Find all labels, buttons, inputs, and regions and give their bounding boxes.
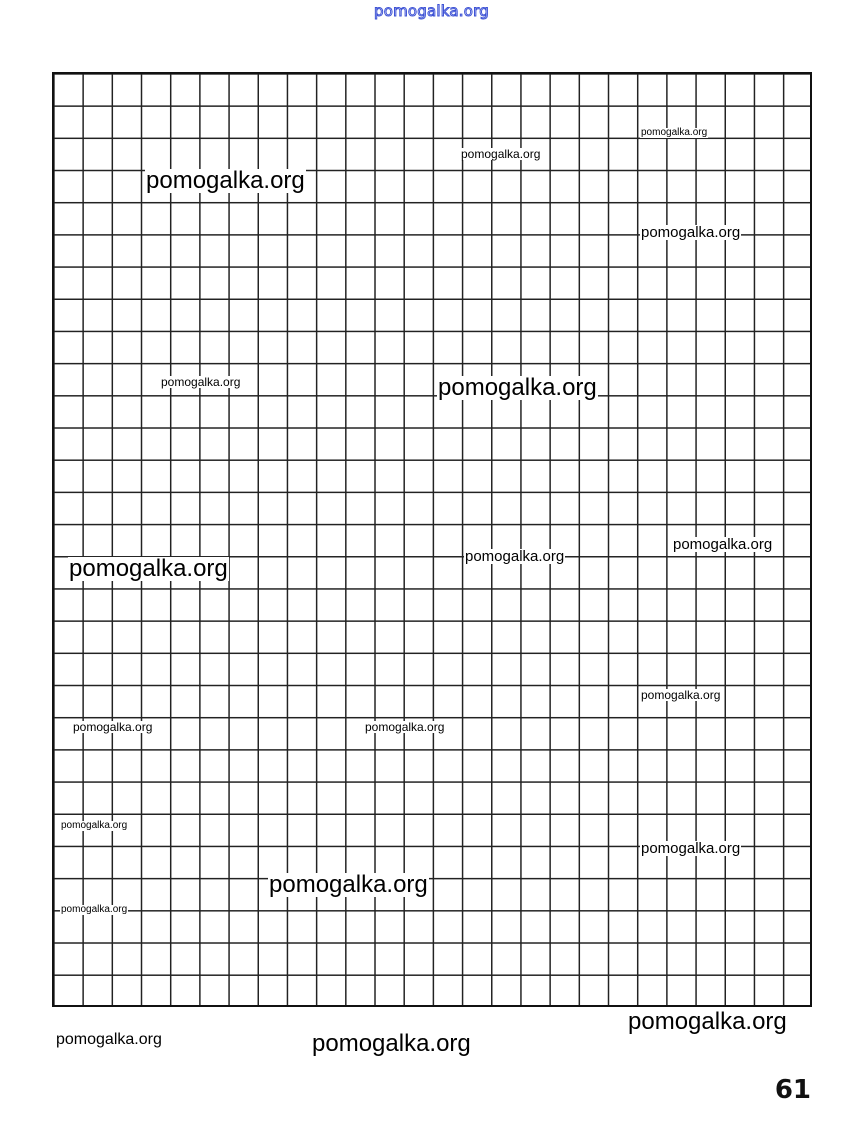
- watermark-text: pomogalka.org: [61, 820, 128, 831]
- watermark-text: pomogalka.org: [673, 536, 773, 553]
- header-watermark: pomogalka.org: [374, 2, 489, 20]
- watermark-text: pomogalka.org: [73, 720, 153, 734]
- watermark-text: pomogalka.org: [641, 688, 721, 702]
- watermark-text: pomogalka.org: [61, 904, 128, 915]
- watermark-text: pomogalka.org: [269, 871, 428, 898]
- watermark-text: pomogalka.org: [641, 224, 741, 241]
- watermark-text: pomogalka.org: [69, 555, 228, 582]
- watermark-text: pomogalka.org: [641, 840, 741, 857]
- watermark-text: pomogalka.org: [161, 375, 241, 389]
- watermark-text: pomogalka.org: [56, 1031, 162, 1048]
- page-number: 61: [774, 1075, 811, 1105]
- watermark-text: pomogalka.org: [438, 374, 597, 401]
- watermark-text: pomogalka.org: [365, 720, 445, 734]
- watermark-text: pomogalka.org: [641, 127, 708, 138]
- watermark-text: pomogalka.org: [461, 147, 541, 161]
- watermark-text: pomogalka.org: [628, 1008, 787, 1035]
- watermark-text: pomogalka.org: [146, 167, 305, 194]
- watermark-text: pomogalka.org: [312, 1030, 471, 1057]
- watermark-text: pomogalka.org: [465, 548, 565, 565]
